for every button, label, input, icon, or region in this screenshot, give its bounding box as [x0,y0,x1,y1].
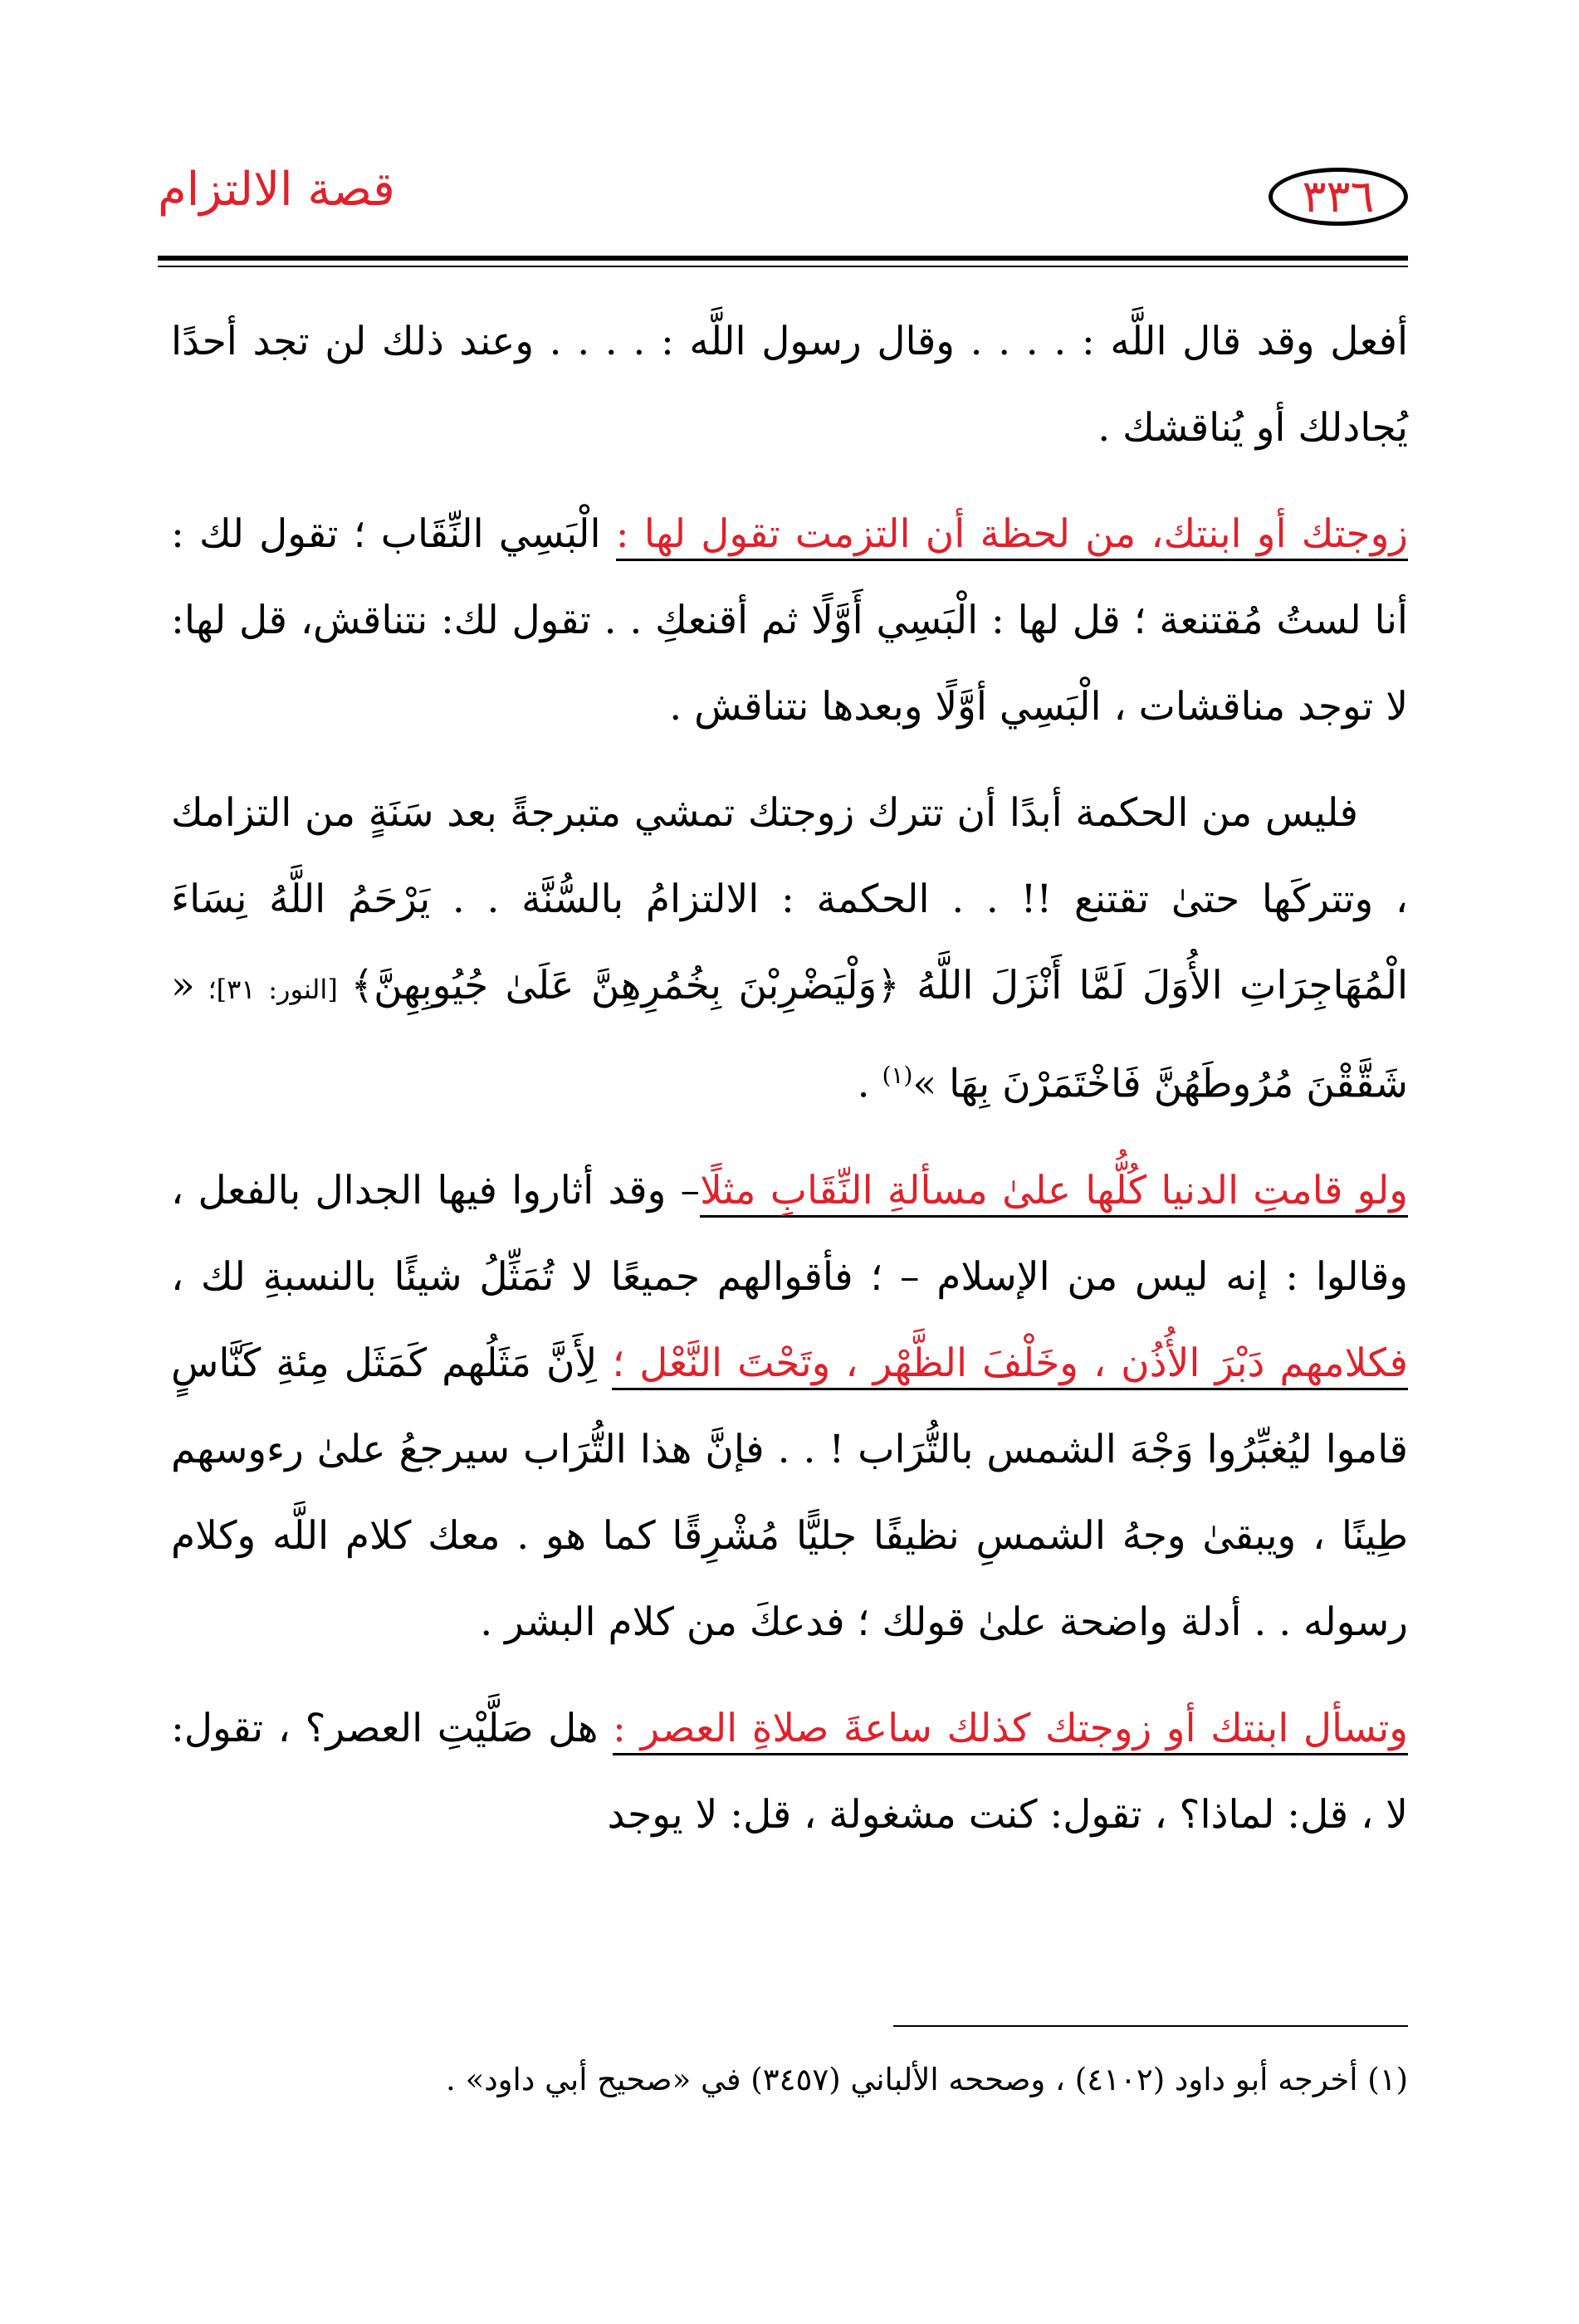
paragraph-3-text: فليس من الحكمة أبدًا أن تترك زوجتك تمشي متبرجةً بعد سَنَةٍ من التزامك ، وتتركَها حتىٰ تقتنع !! . . الحكمة : الالتزامُ بالسُّنَّة . . يَرْحَمُ اللَّهُ نِسَاءَ الْمُهَاجِرَاتِ الأُوَلَ لَمَّا أَنْزَلَ اللَّهُ [171,790,1409,1008]
paragraph-1-text: أفعل وقد قال اللَّه : . . . . وقال رسول اللَّه : . . . . وعند ذلك لن تجد أحدًا يُجادلك أو يُناقشك . [171,319,1408,451]
page-number: ٣٣٦ [1302,170,1375,222]
paragraph-2-text: الْبَسِي النِّقَاب ؛ تقول لك : أنا لستُ مُقتنعة ؛ قل لها : الْبَسِي أَوَّلًا ثم أقنعكِ . . تقول لك: نتناقش، قل لها: لا توجد مناقشات ، الْبَسِي أوَّلًا وبعدها نتناقش . [171,511,1408,730]
verse-reference: [النور: ٣١]؛ [194,974,351,1005]
paragraph-5-text: هل صَلَّيْتِ العصر؟ ، تقول: لا ، قل: لماذا؟ ، تقول: كنت مشغولة ، قل: لا يوجد [171,1705,1408,1838]
book-title: قصة الالتزام [158,163,395,217]
header-rule-thick [158,256,1408,261]
paragraph-1 [171,299,1408,471]
paragraph-3 [171,770,1408,1128]
footnote-marker: (١) [882,1062,913,1089]
hadith-quote: « شَقَّقْنَ مُرُوطَهُنَّ فَاخْتَمَرْنَ بِهَا » [171,963,1408,1107]
footnote-separator [893,2025,1408,2027]
paragraph-4-heading: ولو قامتِ الدنيا كُلُّها علىٰ مسألةِ النِّقَابِ مثلًا [700,1168,1408,1218]
page-header [158,158,1408,257]
paragraph-4-highlight: فكلامهم دَبْرَ الأُذُن ، وخَلْفَ الظَّهْر ، وتَحْتَ النَّعْل ؛ [612,1340,1408,1390]
header-rule-thin [158,266,1408,267]
footnote-text: (١) أخرجه أبو داود (٤١٠٢) ، وصححه الألباني (٣٤٥٧) في «صحيح أبي داود» . [446,2062,1408,2097]
paragraph-4-text-b: لِأَنَّ مَثَلُهم كَمَثَل مِئةِ كَنَّاسٍ قاموا ليُغبِّرُوا وَجْهَ الشمس بالتُّرَاب ! . . فإنَّ هذا التُّرَاب سيرجعُ علىٰ رءوسهم طِينًا ، ويبقىٰ وجهُ الشمسِ نظيفًا جليًّا مُشْرِقًا كما هو . معك كلام اللَّه وكلام رسوله . . أدلة واضحة علىٰ قولك ؛ فدعكَ من كلام البشر . [171,1340,1408,1645]
paragraph-2-heading: زوجتك أو ابنتك، من لحظة أن التزمت تقول لها : [616,511,1408,561]
quran-verse: ﴿وَلْيَضْرِبْنَ بِخُمُرِهِنَّ عَلَىٰ جُيُوبِهِنَّ﴾ [350,963,900,1008]
page-number-badge [1269,168,1408,226]
page-body [171,299,1408,1878]
footnote [171,2055,1408,2105]
paragraph-5-heading: وتسأل ابنتك أو زوجتك كذلك ساعةَ صلاةِ العصر : [613,1706,1408,1755]
paragraph-4 [171,1148,1408,1666]
paragraph-4-text-a: – وقد أثاروا فيها الجدال بالفعل ، وقالوا : إنه ليس من الإسلام – ؛ فأقوالهم جميعًا لا تُمَثِّلُ شيئًا بالنسبةِ لك ، [171,1167,1408,1300]
paragraph-3-end: . [857,1061,882,1107]
paragraph-5 [171,1686,1408,1858]
paragraph-2 [171,491,1408,750]
